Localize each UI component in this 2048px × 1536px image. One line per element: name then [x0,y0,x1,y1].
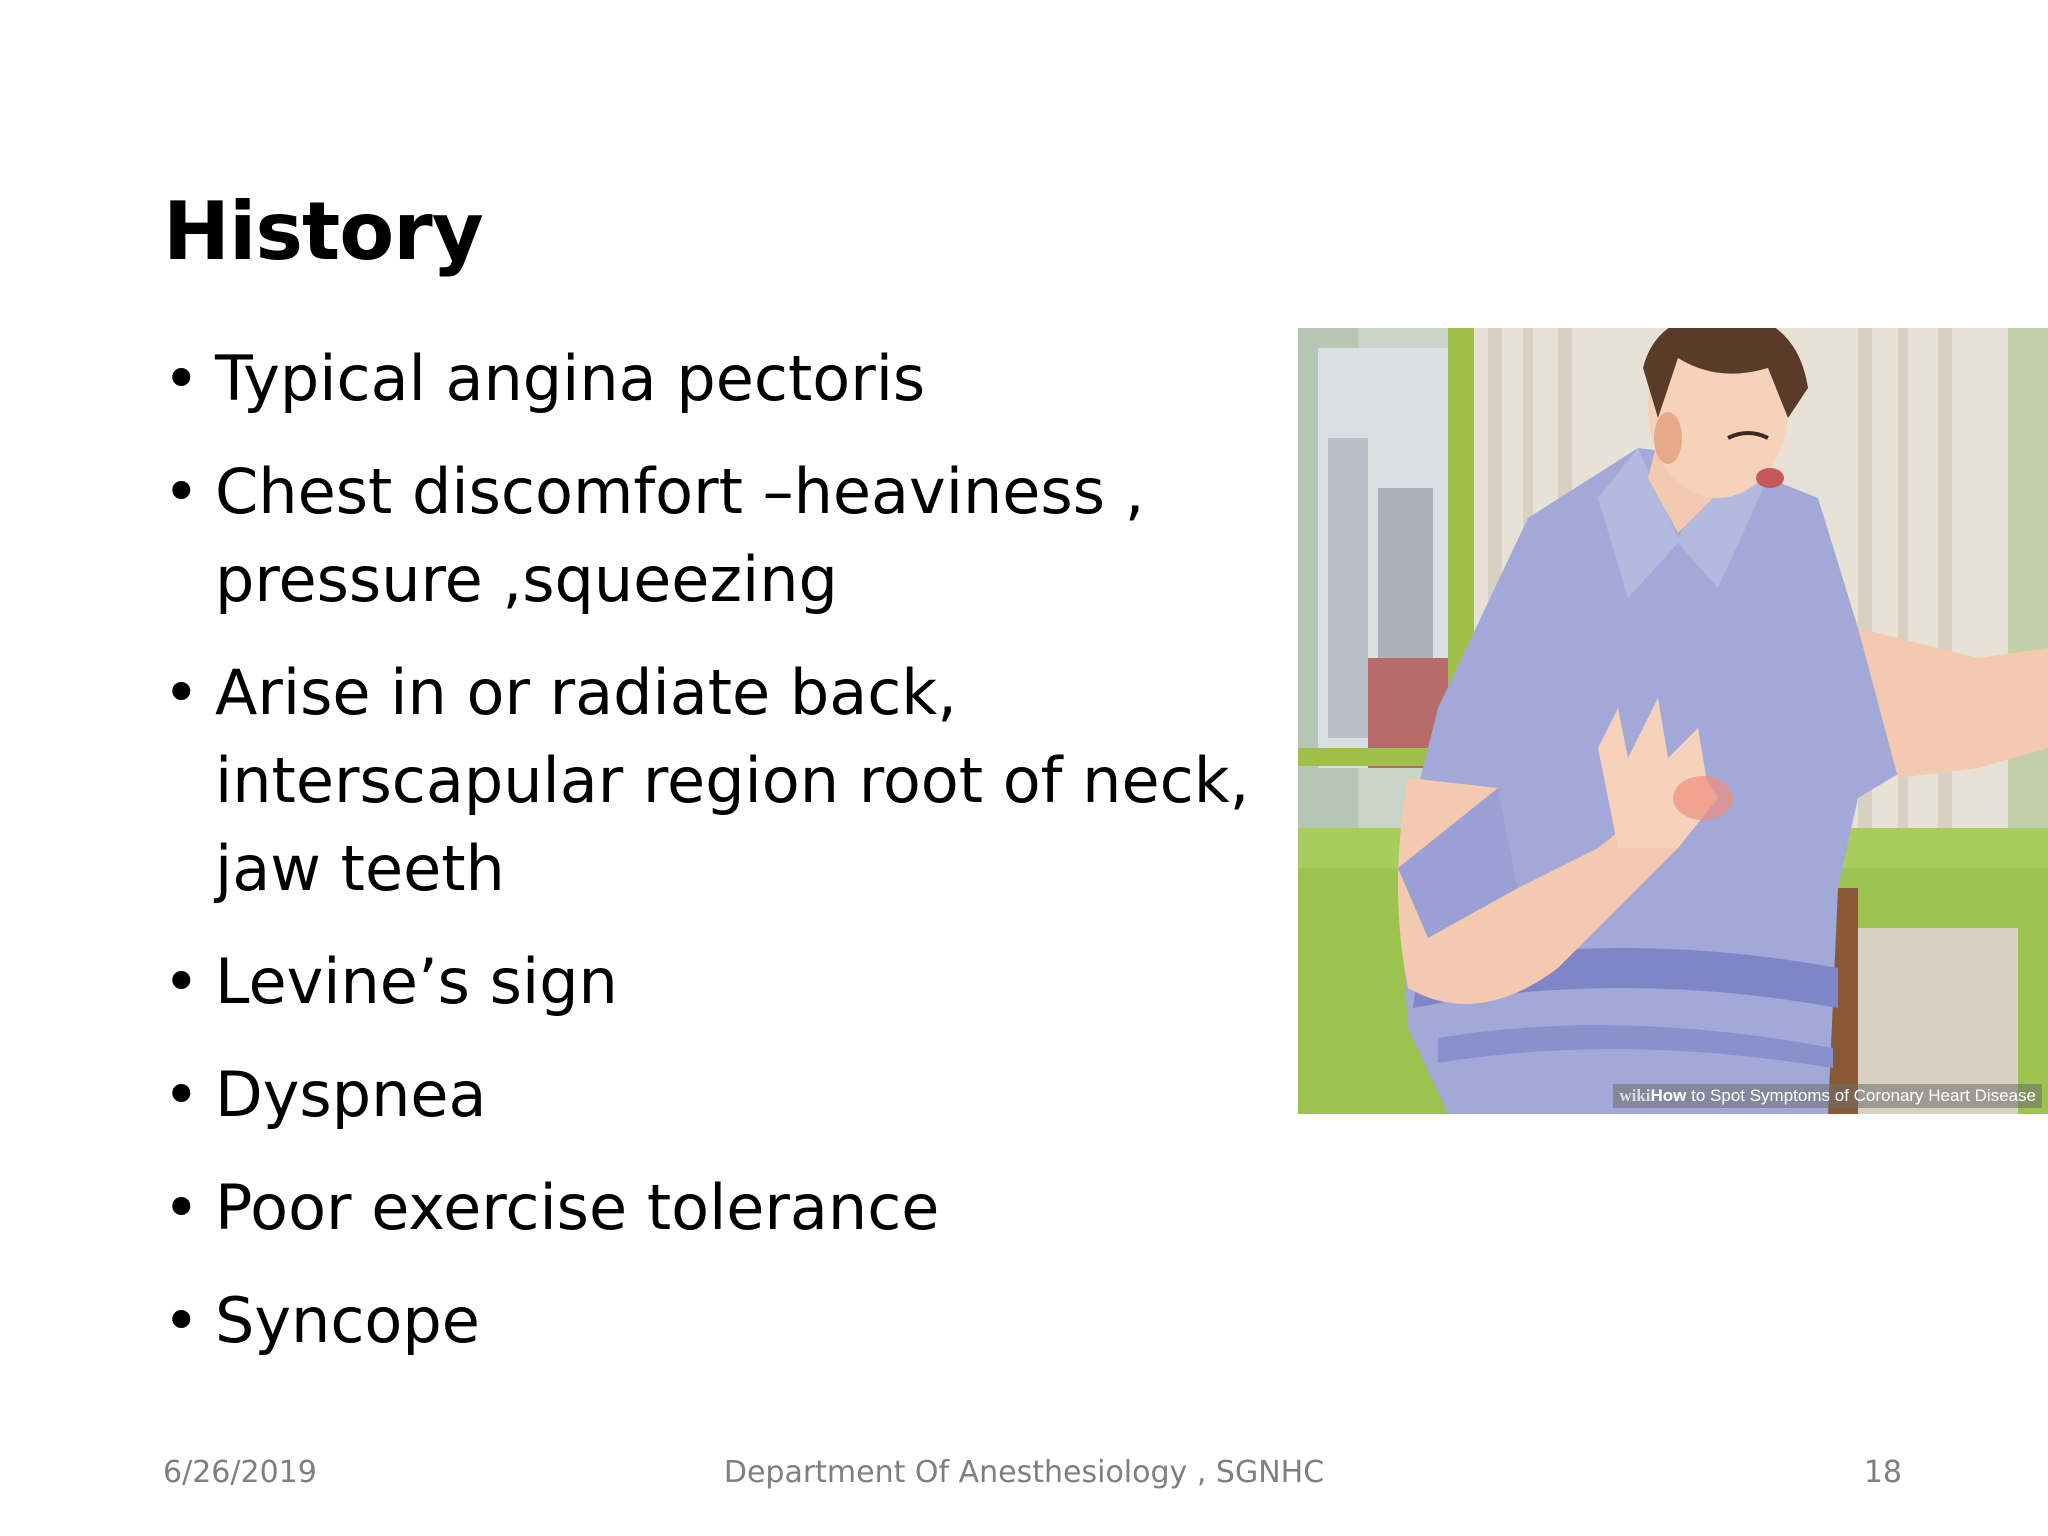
footer-date: 6/26/2019 [163,1455,317,1490]
footer-page-number: 18 [1863,1455,1902,1490]
bullet-item [163,1277,1313,1365]
bullet-item [163,938,1313,1026]
bullet-text: Poor exercise tolerance [215,1171,940,1244]
bullet-text: Syncope [215,1284,480,1357]
bullet-list [163,335,1313,1390]
bullet-dot-icon: • [163,656,200,729]
bullet-dot-icon: • [163,1058,200,1131]
bullet-text: Levine’s sign [215,945,618,1018]
caption-brand: wiki [1619,1086,1651,1105]
slide-title: History [163,185,483,278]
bullet-item [163,335,1313,423]
bullet-dot-icon: • [163,342,200,415]
bullet-item [163,649,1313,913]
bullet-text: Dyspnea [215,1058,487,1131]
bullet-text: Arise in or radiate back, interscapular region root of neck, jaw teeth [215,656,1250,905]
footer-department: Department Of Anesthesiology , SGNHC [723,1455,1325,1490]
image-caption [1613,1084,2042,1108]
chest-pain-illustration [1298,328,2048,1114]
bullet-text: Chest discomfort –heaviness , pressure ,squeezing [215,455,1145,616]
caption-how: How [1650,1086,1687,1105]
bullet-dot-icon: • [163,1171,200,1244]
caption-text: to Spot Symptoms of Coronary Heart Disease [1691,1086,2036,1105]
bullet-item [163,448,1313,624]
bullet-text: Typical angina pectoris [215,342,926,415]
bullet-item [163,1051,1313,1139]
bullet-dot-icon: • [163,455,200,528]
man-clutching-chest-icon [1298,328,2048,1114]
bullet-item [163,1164,1313,1252]
bullet-dot-icon: • [163,1284,200,1357]
bullet-dot-icon: • [163,945,200,1018]
